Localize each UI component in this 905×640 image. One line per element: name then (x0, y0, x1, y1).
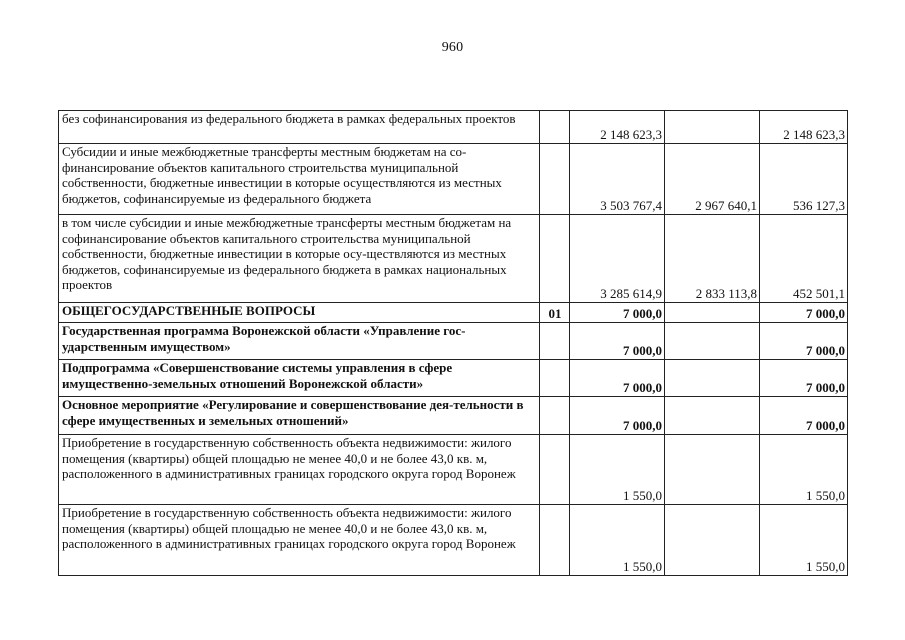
row-regional-amount: 7 000,0 (760, 323, 848, 360)
row-description: в том числе субсидии и иные межбюджетные трансферты местным бюджетам на софинансирование объектов капитального строительства муниципальной собственности, бюджетные инвестиции в которые осу-ществляются из местных бюджетов, софинансируемые из федерального бюджета в рамках национальных проектов (59, 215, 540, 303)
row-description: Подпрограмма «Совершенствование системы управления в сфере имущественно-земельных отношений Воронежской области» (59, 360, 540, 397)
row-description: без софинансирования из федерального бюджета в рамках федеральных проектов (59, 111, 540, 144)
row-description: Приобретение в государственную собственность объекта недвижимости: жилого помещения (квартиры) общей площадью не менее 40,0 и не более 43,0 кв. м, расположенного в административных границах городского округа город Воронеж (59, 435, 540, 505)
row-description: Основное мероприятие «Регулирование и совершенствование дея-тельности в сфере имущественных и земельных отношений» (59, 397, 540, 435)
row-code (540, 215, 570, 303)
row-code (540, 397, 570, 435)
table-row (59, 505, 848, 576)
row-total-amount: 3 285 614,9 (570, 215, 665, 303)
row-total-amount: 1 550,0 (570, 505, 665, 576)
row-federal-amount (665, 435, 760, 505)
page-number: 960 (441, 40, 464, 55)
row-code (540, 111, 570, 144)
row-total-amount: 7 000,0 (570, 303, 665, 323)
row-total-amount: 2 148 623,3 (570, 111, 665, 144)
row-regional-amount: 7 000,0 (760, 360, 848, 397)
row-regional-amount: 7 000,0 (760, 303, 848, 323)
row-federal-amount: 2 833 113,8 (665, 215, 760, 303)
row-code: 01 (540, 303, 570, 323)
row-federal-amount (665, 505, 760, 576)
row-description: ОБЩЕГОСУДАРСТВЕННЫЕ ВОПРОСЫ (59, 303, 540, 323)
row-code (540, 144, 570, 215)
row-regional-amount: 7 000,0 (760, 397, 848, 435)
row-federal-amount (665, 303, 760, 323)
row-code (540, 360, 570, 397)
row-federal-amount (665, 323, 760, 360)
row-total-amount: 3 503 767,4 (570, 144, 665, 215)
row-regional-amount: 452 501,1 (760, 215, 848, 303)
row-code (540, 323, 570, 360)
row-description: Приобретение в государственную собственность объекта недвижимости: жилого помещения (квартиры) общей площадью не менее 40,0 и не более 43,0 кв. м, расположенного в административных границах городского округа город Воронеж (59, 505, 540, 576)
table-row (59, 435, 848, 505)
table-row (59, 303, 848, 323)
row-total-amount: 1 550,0 (570, 435, 665, 505)
row-description: Государственная программа Воронежской области «Управление гос-ударственным имуществом» (59, 323, 540, 360)
row-federal-amount: 2 967 640,1 (665, 144, 760, 215)
table-row (59, 111, 848, 144)
row-total-amount: 7 000,0 (570, 323, 665, 360)
table-row (59, 397, 848, 435)
row-total-amount: 7 000,0 (570, 360, 665, 397)
row-regional-amount: 1 550,0 (760, 505, 848, 576)
table-row (59, 360, 848, 397)
row-federal-amount (665, 397, 760, 435)
row-federal-amount (665, 111, 760, 144)
row-description: Субсидии и иные межбюджетные трансферты местным бюджетам на со-финансирование объектов капитального строительства муниципальной собственности, бюджетные инвестиции в которые осуществляются из местных бюджетов, софинансируемые из федерального бюджета (59, 144, 540, 215)
row-regional-amount: 1 550,0 (760, 435, 848, 505)
table-row (59, 323, 848, 360)
table-row (59, 144, 848, 215)
row-regional-amount: 2 148 623,3 (760, 111, 848, 144)
row-code (540, 435, 570, 505)
budget-table (58, 110, 848, 576)
row-federal-amount (665, 360, 760, 397)
row-regional-amount: 536 127,3 (760, 144, 848, 215)
row-code (540, 505, 570, 576)
table-row (59, 215, 848, 303)
row-total-amount: 7 000,0 (570, 397, 665, 435)
